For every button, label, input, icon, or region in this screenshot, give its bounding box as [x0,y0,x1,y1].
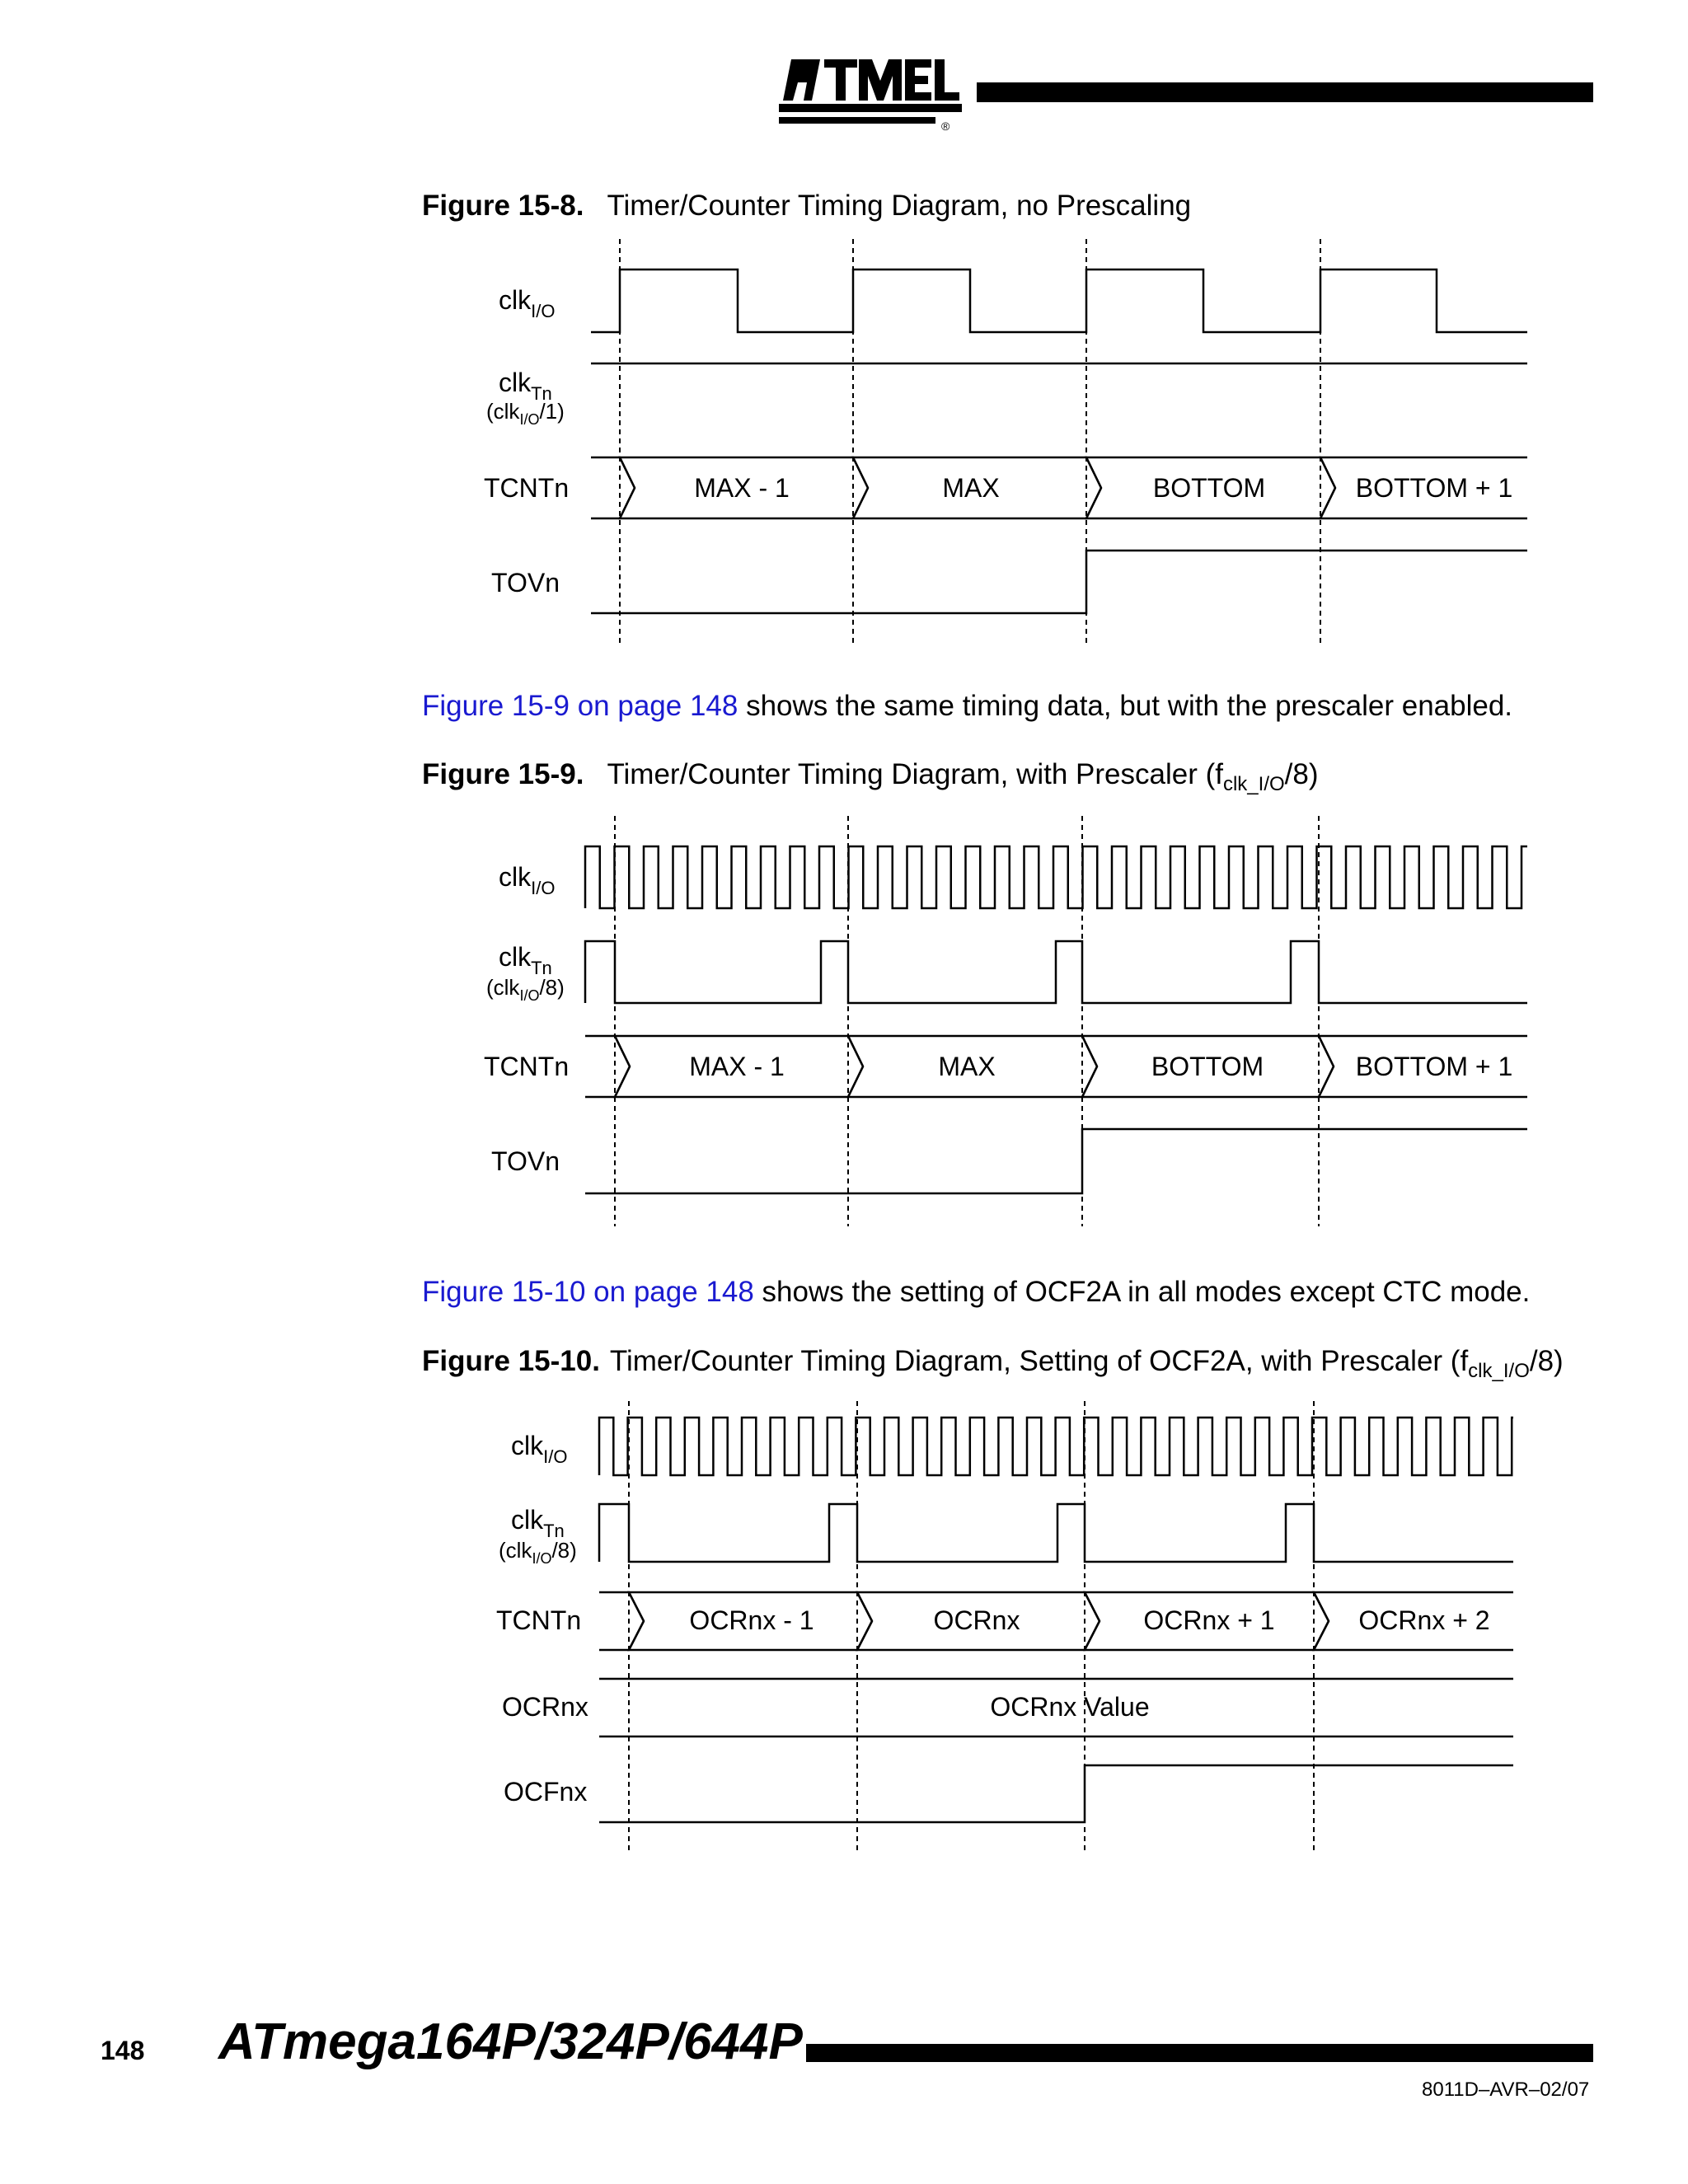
fig9-label-tov: TOVn [491,1146,560,1176]
fig8-label-clktn-sub: Tn [531,383,552,404]
fig10-label-clktn-note-a: (clk [499,1538,532,1563]
fig9-tov-waveform [585,1129,1527,1193]
fig8-tov-waveform [591,551,1527,613]
footer-rule [806,2044,1593,2062]
fig10-timing-diagram [0,1393,1688,1863]
fig10-counter-value: OCRnx - 1 [689,1605,814,1635]
fig10-label-tcnt: TCNTn [496,1605,582,1635]
fig10-caption [422,1345,1564,1382]
fig9-label-clktn-note-b: /8) [539,975,565,1000]
fig10-counter-value: OCRnx [933,1605,1020,1635]
fig9-clktn-waveform [585,941,1527,1003]
fig9-label-clktn-note-a: (clk [486,975,520,1000]
fig10-clkio-waveform [599,1418,1513,1475]
fig8-label-clktn-note-b: /1) [539,399,565,424]
fig8-label-clktn-note-sub: I/O [519,411,540,428]
svg-text:clkTn [511,1505,565,1541]
fig8-number: Figure 15-8. [422,190,584,222]
fig10-label-clktn-note-b: /8) [551,1538,577,1563]
fig10-label-clktn: clk [511,1505,544,1535]
fig8-label-clkio-sub: I/O [531,301,556,321]
fig8-counter-value: MAX [942,473,1000,503]
fig9-clkio-waveform [585,846,1527,908]
fig9-label-clkio-sub: I/O [531,878,556,898]
fig9-link[interactable]: Figure 15-9 on page 148 [422,690,738,722]
fig9-label-clktn: clk [499,942,532,972]
fig8-counter-value: MAX - 1 [694,473,790,503]
paragraph-text: shows the same timing data, but with the prescaler enabled. [738,690,1513,722]
fig9-title-sub: clk_I/O [1222,773,1285,795]
fig8-timing-diagram [0,231,1688,659]
fig10-title-a: Timer/Counter Timing Diagram, Setting of OCF2A, with Prescaler (f [609,1345,1469,1377]
document-title: ATmega164P/324P/644P [218,2013,803,2070]
fig10-label-ocr: OCRnx [502,1692,588,1722]
fig9-caption [422,758,1319,795]
fig8-clkio-waveform [591,269,1527,332]
fig9-label-tcnt: TCNTn [484,1052,570,1081]
document-code: 8011D–AVR–02/07 [1422,2079,1590,2101]
fig10-title-b: /8) [1529,1345,1564,1377]
fig9-number: Figure 15-9. [422,758,584,790]
fig9-title-b: /8) [1284,758,1319,790]
fig9-counter-value: BOTTOM + 1 [1355,1052,1513,1081]
paragraph-fig9-reference [422,690,1512,723]
svg-text:(clkI/O/1) [486,399,565,428]
atmel-logo [775,49,973,140]
paragraph-text: shows the setting of OCF2A in all modes except CTC mode. [753,1276,1531,1308]
fig9-timing-diagram [0,808,1688,1236]
fig8-label-clktn-note-a: (clk [486,399,520,424]
fig8-label-clkio: clk [499,285,532,315]
svg-text:clkI/O [511,1431,567,1467]
fig8-label-tov: TOVn [491,568,560,598]
fig10-clktn-waveform [599,1504,1513,1562]
fig10-ocf-waveform [599,1765,1513,1822]
fig8-label-clktn: clk [499,368,532,397]
fig9-label-clkio: clk [499,862,532,892]
fig10-counter-value: OCRnx + 1 [1143,1605,1275,1635]
fig10-label-ocf: OCFnx [504,1777,588,1807]
fig9-label-clktn-note-sub: I/O [519,987,540,1004]
header-rule [977,82,1593,102]
fig10-label-clktn-sub: Tn [543,1521,565,1541]
fig10-label-clkio: clk [511,1431,544,1460]
paragraph-fig10-reference [422,1276,1530,1309]
fig10-ocr-value: OCRnx Value [990,1692,1150,1722]
fig8-label-tcnt: TCNTn [484,473,570,503]
fig10-label-clktn-note-sub: I/O [532,1550,552,1567]
logo-registered-mark: ® [941,120,950,133]
page-number: 148 [101,2036,145,2065]
svg-text:clkI/O [499,285,555,321]
fig9-title-a: Timer/Counter Timing Diagram, with Prescaler (f [607,758,1223,790]
svg-text:clkTn [499,942,552,978]
fig10-label-clkio-sub: I/O [543,1446,568,1467]
fig9-counter-value: MAX - 1 [689,1052,785,1081]
svg-text:clkI/O [499,862,555,898]
fig10-number: Figure 15-10. [422,1345,600,1377]
fig10-counter-value: OCRnx + 2 [1358,1605,1490,1635]
fig10-title-sub: clk_I/O [1468,1360,1530,1382]
fig9-counter-value: MAX [938,1052,996,1081]
svg-text:(clkI/O/8) [499,1538,577,1567]
fig9-label-clktn-sub: Tn [531,958,552,978]
svg-text:(clkI/O/8) [486,975,565,1004]
fig8-counter-value: BOTTOM [1152,473,1266,503]
fig10-link[interactable]: Figure 15-10 on page 148 [422,1276,754,1308]
fig8-caption [422,190,1191,223]
fig8-title: Timer/Counter Timing Diagram, no Prescaling [607,190,1192,222]
fig9-counter-value: BOTTOM [1151,1052,1264,1081]
fig8-counter-value: BOTTOM + 1 [1355,473,1513,503]
